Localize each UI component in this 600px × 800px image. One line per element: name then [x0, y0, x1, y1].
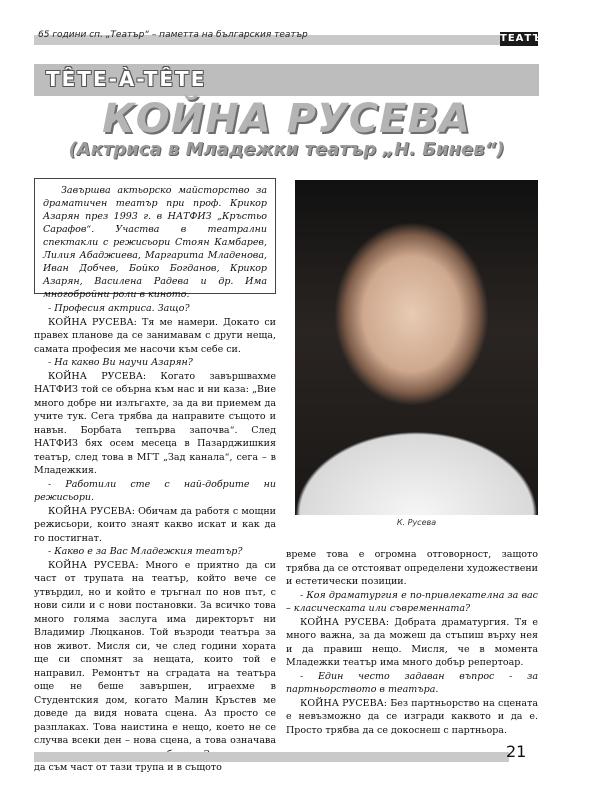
interview-question: - Какво е за Вас Младежкия театър? — [48, 546, 243, 557]
interview-question: - Един често задаван въпрос - за партньорството в театъра. — [286, 670, 538, 695]
interview-paragraph: КОЙНА РУСЕВА: Тя ме намери. Докато си правех плановe да се занимавам с други неща, самата професия ме насочи към себе си. — [34, 316, 276, 355]
interview-paragraph: КОЙНА РУСЕВА: Добрата драматургия. Тя е много важна, за да можеш да стъпиш върху нея и да правиш нещо. Мисля, че в момента Младежки театър има много добър репертоар. — [286, 616, 538, 668]
magazine-logo: ТЕАТЪР — [500, 33, 551, 44]
photo-caption: К. Русева — [396, 518, 437, 527]
interview-question: - Коя драматургия е по-привлекателна за вас – класическата или съвременната? — [286, 589, 538, 614]
interview-paragraph: КОЙНА РУСЕВА: Много е приятно да си част от трупата на театър, който вече се утвърдил, но и който е тръгнал по нов път, с нови сили и с нови постановки. За всичко това много голяма заслуга има директорът ни Владимир Люцканов. Той възроди театъра за нов живот. Мисля си, че след години хората ще си спомнят за нещата, които той е направил. Ремонтът на сградата на театъра още не беше завършен, играехме в Студентския дом, когато Малин Кръстев ме доведе да видя новата сцена. Аз просто се разплаках. Това наистина е нещо, което не се случва всеки ден – нова сцена, а това означава да съм част от тази трупа и в същото — [34, 559, 276, 773]
left-column — [34, 302, 276, 775]
interview-question: - Професия актриса. Защо? — [48, 303, 190, 314]
article-subtitle: (Актриса в Младежки театър „Н. Бинев“) — [68, 139, 505, 160]
section-banner — [34, 64, 539, 96]
article-title: КОЙНА РУСЕВА — [102, 96, 471, 142]
section-title: TÊTE-À-TÊTE — [46, 67, 207, 91]
interview-paragraph: КОЙНА РУСЕВА: Когато завършвахме НАТФИЗ той се обърна към нас и ни каза: „Вие много добре ни излъгахте, за да ви приемем да учите тук. Сега трябва да направите същото и навън. Борбата тепърва започва“. След НАТФИЗ бях осем месеца в Пазарджишкия театър, след това в МГТ „Зад канала“, сега – в Младежкия. — [34, 370, 276, 476]
interview-paragraph: КОЙНА РУСЕВА: Обичам да работя с мощни режисьори, които знаят какво искат и как да го постигнат. — [34, 505, 276, 544]
running-title: 65 години сп. „Театър“ – паметта на българския театър — [38, 30, 308, 40]
footer-bar — [34, 752, 509, 762]
page-number: 21 — [506, 742, 527, 761]
intro-box: Завършва актьорско майсторство за драматичен театър при проф. Крикор Азарян през 1993 г. в НАТФИЗ „Кръстьо Сарафов“. Участва в театрални спектакли с режисьори Стоян Камбарев, Лилия Абаджиева, Маргарита Младенова, Иван Добчев, Бойко Богданов, Крикор Азарян, Василена Радева и др. Има многобройни роли в киното. — [34, 178, 276, 294]
interview-paragraph: КОЙНА РУСЕВА: Без партньорство на сцената е невъзможно да се изгради каквото и да е. Просто трябва да се докоснеш с партньора. — [286, 697, 538, 736]
interview-paragraph: време това е огромна отговорност, защото трябва да се отстояват определени художествени и естетически позиции. — [286, 549, 538, 587]
right-column — [286, 548, 538, 737]
portrait-photo — [295, 180, 538, 515]
interview-question: - Работили сте с най-добрите ни режисьори. — [34, 478, 276, 503]
interview-question: - На какво Ви научи Азарян? — [48, 357, 193, 368]
